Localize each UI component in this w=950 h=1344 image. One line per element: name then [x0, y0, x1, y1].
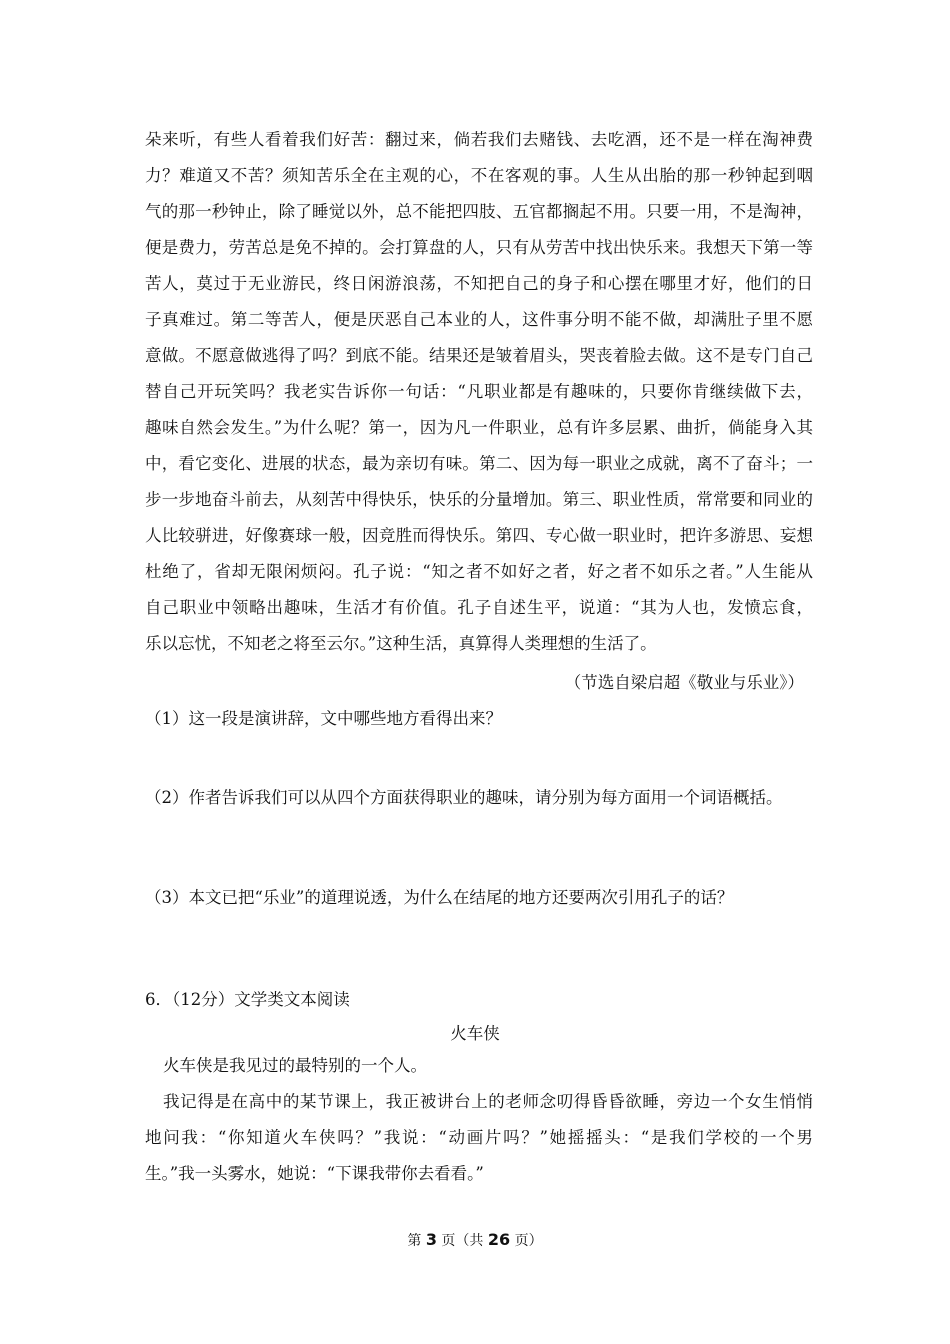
story-paragraph-line: 地问我：“你知道火车侠吗？”我说：“动画片吗？”她摇摇头：“是我们学校的一个男	[145, 1128, 813, 1147]
passage-line: 乐以忘忧，不知老之将至云尔。”这种生活，真算得人类理想的生活了。	[145, 634, 657, 653]
story-paragraph-line: 生。”我一头雾水，她说：“下课我带你去看看。”	[145, 1164, 484, 1183]
passage-source: （节选自梁启超《敬业与乐业》）	[564, 673, 804, 692]
question-1: （1）这一段是演讲辞，文中哪些地方看得出来？	[145, 709, 502, 728]
question-3: （3）本文已把“乐业”的道理说透，为什么在结尾的地方还要两次引用孔子的话？	[145, 888, 734, 907]
passage-line: 气的那一秒钟止，除了睡觉以外，总不能把四肢、五官都搁起不用。只要一用，不是淘神，	[145, 202, 813, 221]
footer-middle: 页（共	[436, 1233, 488, 1249]
passage-line: 苦人，莫过于无业游民，终日闲游浪荡，不知把自己的身子和心摆在哪里才好，他们的日	[145, 274, 813, 293]
passage-line: 便是费力，劳苦总是免不掉的。会打算盘的人，只有从劳苦中找出快乐来。我想天下第一等	[145, 238, 813, 257]
passage-line: 杜绝了，省却无限闲烦闷。孔子说：“知之者不如好之者，好之者不如乐之者。”人生能从	[145, 562, 813, 581]
passage-line: 中，看它变化、进展的状态，最为亲切有味。第二、因为每一职业之成就，离不了奋斗；一	[145, 454, 813, 473]
footer-suffix: 页）	[510, 1233, 543, 1249]
footer-page-number: 3	[425, 1230, 437, 1249]
story-title: 火车侠	[450, 1024, 500, 1043]
footer-prefix: 第	[407, 1233, 426, 1249]
footer-total-pages: 26	[487, 1230, 511, 1249]
story-paragraph-line: 我记得是在高中的某节课上，我正被讲台上的老师念叨得昏昏欲睡，旁边一个女生悄悄	[163, 1092, 813, 1111]
question-2: （2）作者告诉我们可以从四个方面获得职业的趣味，请分别为每方面用一个词语概括。	[145, 788, 783, 807]
passage-line: 替自己开玩笑吗？我老实告诉你一句话：“凡职业都是有趣味的，只要你肯继续做下去，	[145, 382, 813, 401]
passage-line: 朵来听，有些人看着我们好苦：翻过来，倘若我们去赌钱、去吃酒，还不是一样在淘神费	[145, 130, 813, 149]
page-footer	[0, 1231, 950, 1250]
passage-line: 趣味自然会发生。”为什么呢？第一，因为凡一件职业，总有许多层累、曲折，倘能身入其	[145, 418, 813, 437]
passage-line: 自己职业中领略出趣味，生活才有价值。孔子自述生平，说道：“其为人也，发愤忘食，	[145, 598, 813, 617]
passage-line: 子真难过。第二等苦人，便是厌恶自己本业的人，这件事分明不能不做，却满肚子里不愿	[145, 310, 813, 329]
passage-line: 步一步地奋斗前去，从刻苦中得快乐，快乐的分量增加。第三、职业性质，常常要和同业的	[145, 490, 813, 509]
passage-line: 人比较骈进，好像赛球一般，因竞胜而得快乐。第四、专心做一职业时，把许多游思、妄想	[145, 526, 813, 545]
passage-line: 力？难道又不苦？须知苦乐全在主观的心，不在客观的事。人生从出胎的那一秒钟起到咽	[145, 166, 813, 185]
passage-line: 意做。不愿意做逃得了吗？到底不能。结果还是皱着眉头，哭丧着脸去做。这不是专门自己	[145, 346, 813, 365]
story-paragraph: 火车侠是我见过的最特别的一个人。	[163, 1056, 427, 1075]
section-heading: 6．（12分）文学类文本阅读	[145, 990, 350, 1009]
